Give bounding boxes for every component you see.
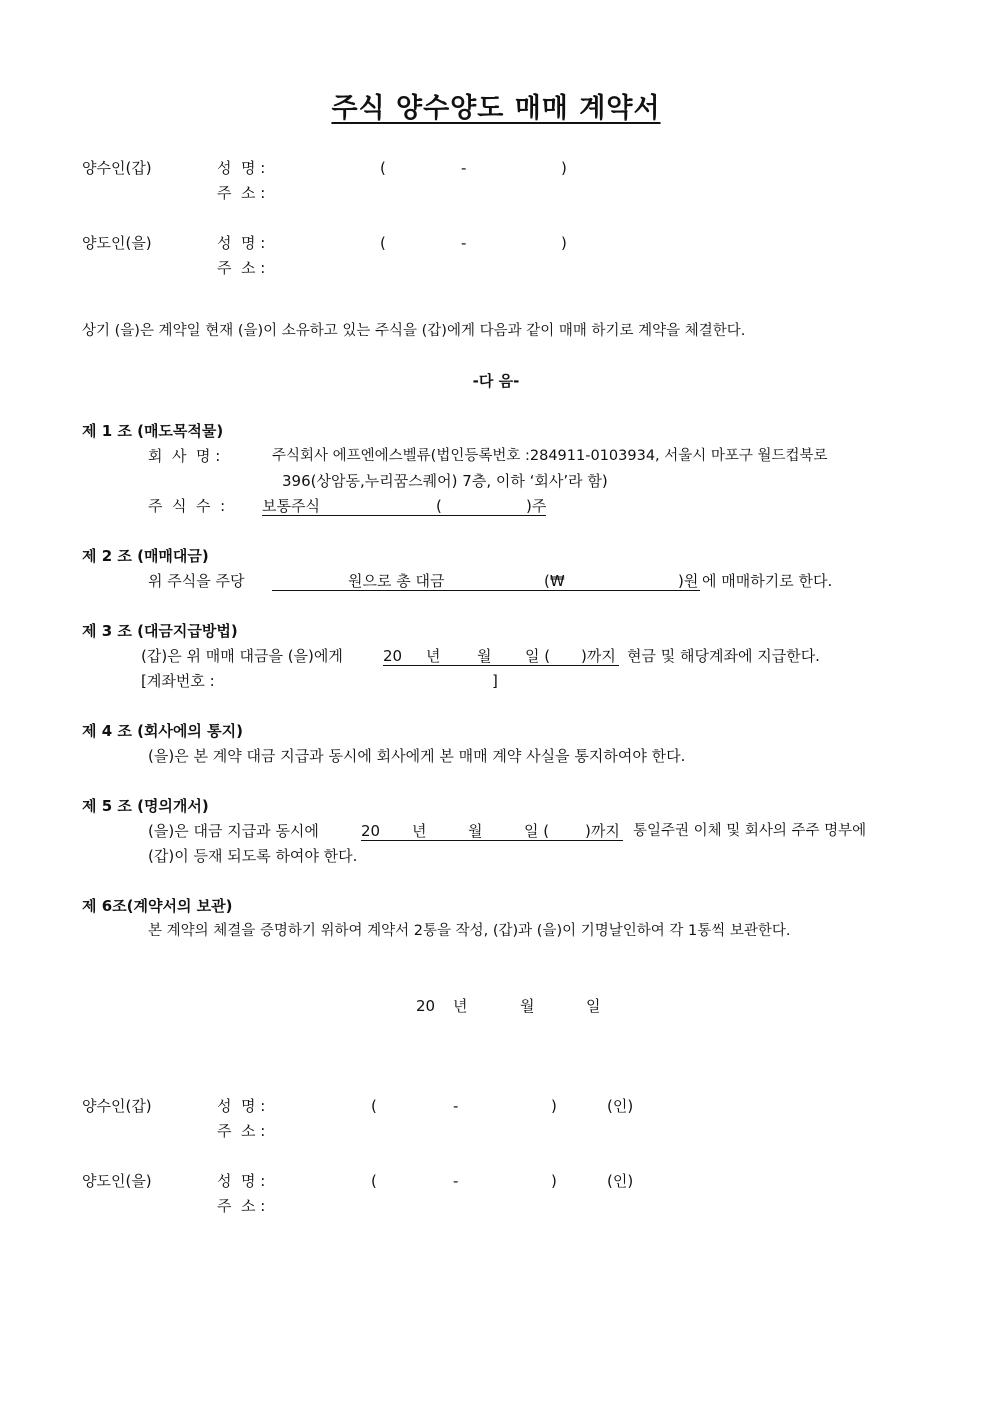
article-5-heading: 제 5 조 (명의개서) bbox=[82, 797, 209, 815]
signature-buyer-label: 양수인(갑) bbox=[82, 1097, 152, 1115]
payment-date-year-prefix: 20 bbox=[383, 647, 403, 665]
article-5-prefix: (을)은 대금 지급과 동시에 bbox=[148, 822, 319, 840]
contract-date-year-prefix: 20 bbox=[416, 997, 436, 1015]
article-3-heading: 제 3 조 (대금지급방법) bbox=[82, 622, 238, 640]
transfer-date-day: 일 ( bbox=[524, 822, 550, 840]
buyer-id-open: ( bbox=[380, 159, 386, 177]
signature-seller-label: 양도인(을) bbox=[82, 1172, 152, 1190]
payment-date-year: 년 bbox=[426, 647, 441, 665]
buyer-label: 양수인(갑) bbox=[82, 159, 152, 177]
seller-name-label: 성 명 : bbox=[217, 234, 266, 252]
transfer-date-year-prefix: 20 bbox=[361, 822, 381, 840]
seller-label: 양도인(을) bbox=[82, 234, 152, 252]
signature-buyer-id-close: ) bbox=[551, 1097, 557, 1115]
company-name-label: 회 사 명 : bbox=[148, 447, 221, 465]
page-title: 주식 양수양도 매매 계약서 bbox=[331, 93, 661, 124]
signature-buyer-name-label: 성 명 : bbox=[217, 1097, 266, 1115]
article-5-line2: (갑)이 등재 되도록 하여야 한다. bbox=[148, 847, 358, 865]
signature-seller-seal: (인) bbox=[607, 1172, 634, 1190]
article-2-suffix: 에 매매하기로 한다. bbox=[702, 572, 833, 590]
article-6-heading: 제 6조(계약서의 보관) bbox=[82, 897, 233, 915]
article-5-suffix: 통일주권 이체 및 회사의 주주 명부에 bbox=[633, 823, 867, 839]
seller-address-label: 주 소 : bbox=[217, 259, 266, 277]
payment-date-month: 월 bbox=[477, 647, 492, 665]
seller-id-dash: - bbox=[461, 234, 467, 252]
price-mid-text: 원으로 총 대금 bbox=[348, 572, 445, 590]
signature-buyer-id-open: ( bbox=[371, 1097, 377, 1115]
intro-paragraph: 상기 (을)은 계약일 현재 (을)이 소유하고 있는 주식을 (갑)에게 다음과 같이 매매 하기로 계약을 체결한다. bbox=[82, 323, 746, 339]
article-1-heading: 제 1 조 (매도목적물) bbox=[82, 422, 224, 440]
article-4-body: (을)은 본 계약 대금 지급과 동시에 회사에게 본 매매 계약 사실을 통지하여야 한다. bbox=[148, 747, 686, 765]
shares-label: 주 식 수 : bbox=[148, 497, 226, 515]
total-won-close: )원 bbox=[678, 572, 699, 590]
seller-id-open: ( bbox=[380, 234, 386, 252]
article-4-heading: 제 4 조 (회사에의 통지) bbox=[82, 722, 243, 740]
signature-buyer-address-label: 주 소 : bbox=[217, 1122, 266, 1140]
company-info-line2: 396(상암동,누리꿈스퀘어) 7층, 이하 ‘회사’라 함) bbox=[282, 472, 608, 490]
article-6-body: 본 계약의 체결을 증명하기 위하여 계약서 2통을 작성, (갑)과 (을)이 기명날인하여 각 1통씩 보관한다. bbox=[148, 923, 791, 939]
buyer-address-label: 주 소 : bbox=[217, 184, 266, 202]
shares-open: ( bbox=[436, 497, 442, 515]
buyer-id-dash: - bbox=[461, 159, 467, 177]
total-won-open: (₩ bbox=[544, 572, 565, 590]
payment-date-until: )까지 bbox=[581, 647, 616, 665]
company-info-line1: 주식회사 에프엔에스벨류(법인등록번호 :284911-0103934, 서울시 마포구 월드컵북로 bbox=[272, 448, 828, 464]
signature-seller-id-dash: - bbox=[453, 1172, 459, 1190]
buyer-id-close: ) bbox=[561, 159, 567, 177]
buyer-name-label: 성 명 : bbox=[217, 159, 266, 177]
article-2-heading: 제 2 조 (매매대금) bbox=[82, 547, 209, 565]
article-2-prefix: 위 주식을 주당 bbox=[148, 572, 245, 590]
payment-date-day: 일 ( bbox=[525, 647, 551, 665]
transfer-date-year: 년 bbox=[412, 822, 427, 840]
signature-seller-address-label: 주 소 : bbox=[217, 1197, 266, 1215]
transfer-date-until: )까지 bbox=[585, 822, 620, 840]
contract-date-month: 월 bbox=[520, 997, 535, 1015]
next-heading: -다 음- bbox=[472, 372, 520, 390]
signature-seller-name-label: 성 명 : bbox=[217, 1172, 266, 1190]
price-field bbox=[272, 571, 700, 591]
article-3-suffix: 현금 및 해당계좌에 지급한다. bbox=[627, 647, 820, 665]
article-3-prefix: (갑)은 위 매매 대금을 (을)에게 bbox=[141, 647, 343, 665]
transfer-date-field bbox=[361, 821, 623, 841]
shares-field bbox=[262, 496, 546, 516]
signature-buyer-seal: (인) bbox=[607, 1097, 634, 1115]
shares-type: 보통주식 bbox=[262, 497, 320, 515]
signature-seller-id-close: ) bbox=[551, 1172, 557, 1190]
contract-date-day: 일 bbox=[586, 997, 601, 1015]
contract-date-year: 년 bbox=[453, 997, 468, 1015]
signature-buyer-id-dash: - bbox=[453, 1097, 459, 1115]
account-number-close: ] bbox=[492, 672, 498, 690]
transfer-date-month: 월 bbox=[468, 822, 483, 840]
seller-id-close: ) bbox=[561, 234, 567, 252]
shares-close: )주 bbox=[526, 497, 547, 515]
signature-seller-id-open: ( bbox=[371, 1172, 377, 1190]
account-number-label: [계좌번호 : bbox=[141, 672, 215, 690]
payment-date-field bbox=[383, 646, 619, 666]
